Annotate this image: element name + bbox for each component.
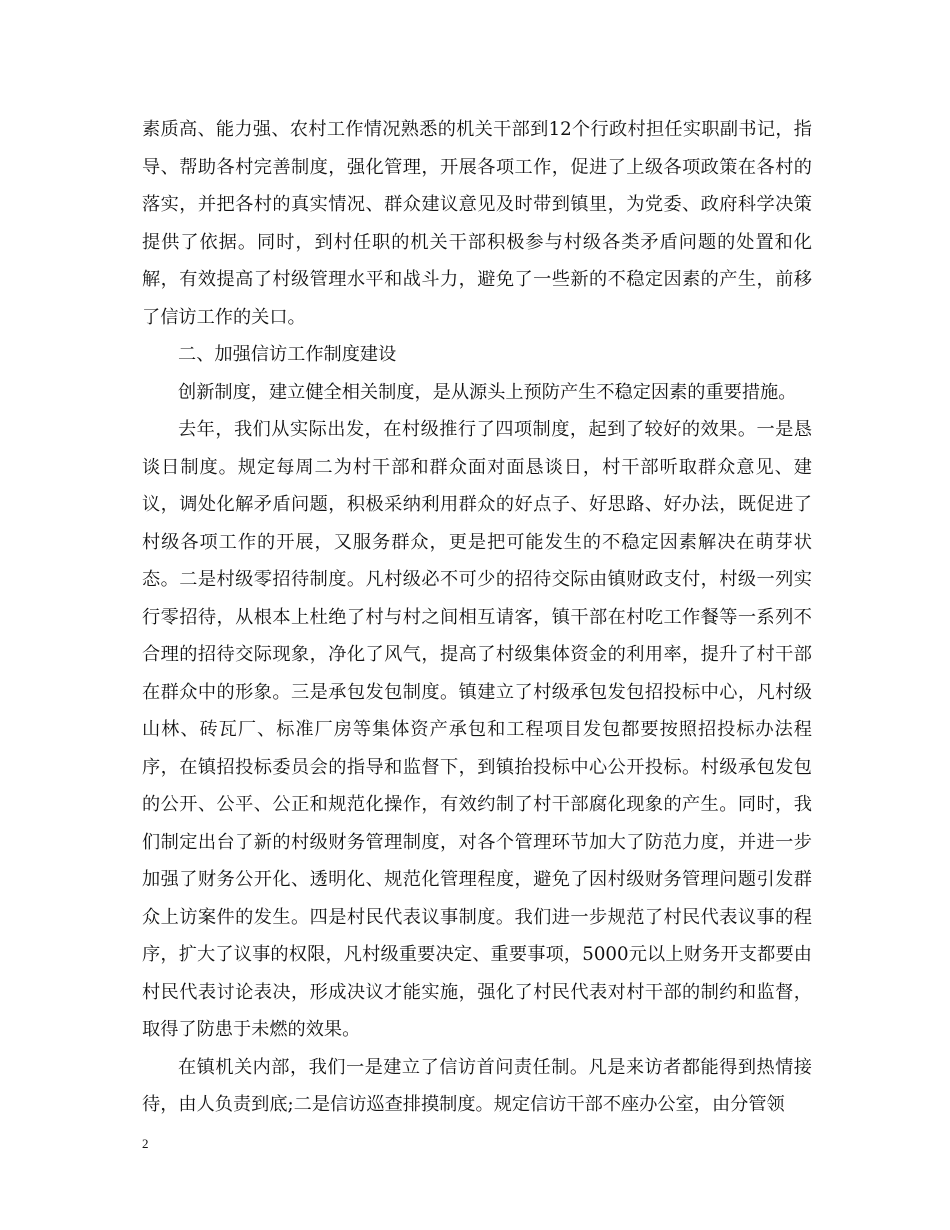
paragraph: 在镇机关内部，我们一是建立了信访首问责任制。凡是来访者都能得到热情接待，由人负责到底;二是信访巡查排摸制度。规定信访干部不座办公室，由分管领 bbox=[142, 1056, 812, 1115]
paragraph: 去年，我们从实际出发，在村级推行了四项制度，起到了较好的效果。一是恳谈日制度。规定每周二为村干部和群众面对面恳谈日，村干部听取群众意见、建议，调处化解矛盾问题，积极采纳利用群众的好点子、好思路、好办法，既促进了村级各项工作的开展，又服务群众，更是把可能发生的不稳定因素解决在萌芽状态。二是村级零招待制度。凡村级必不可少的招待交际由镇财政支付，村级一列实行零招待，从根本上杜绝了村与村之间相互请客，镇干部在村吃工作餐等一系列不合理的招待交际现象，净化了风气，提高了村级集体资金的利用率，提升了村干部在群众中的形象。三是承包发包制度。镇建立了村级承包发包招投标中心，凡村级山林、砖瓦厂、标准厂房等集体资产承包和工程项目发包都要按照招投标办法程序，在镇招投标委员会的指导和监督下，到镇抬投标中心公开投标。村级承包发包的公开、公平、公正和规范化操作，有效约制了村干部腐化现象的产生。同时，我们制定出台了新的村级财务管理制度，对各个管理环节加大了防范力度，并进一步加强了财务公开化、透明化、规范化管理程度，避免了因村级财务管理问题引发群众上访案件的发生。四是村民代表议事制度。我们进一步规范了村民代表议事的程序，扩大了议事的权限，凡村级重要决定、重要事项，5000元以上财务开支都要由村民代表讨论表决，形成决议才能实施，强化了村民代表对村干部的制约和监督，取得了防患于未燃的效果。 bbox=[142, 419, 812, 1040]
document-body bbox=[142, 111, 812, 1124]
section-heading: 二、加强信访工作制度建设 bbox=[178, 344, 397, 365]
page-number: 2 bbox=[142, 1136, 149, 1151]
paragraph-continuation: 素质高、能力强、农村工作情况熟悉的机关干部到12个行政村担任实职副书记，指导、帮助各村完善制度，强化管理，开展各项工作，促进了上级各项政策在各村的落实，并把各村的真实情况、群众建议意见及时带到镇里，为党委、政府科学决策提供了依据。同时，到村任职的机关干部积极参与村级各类矛盾问题的处置和化解，有效提高了村级管理水平和战斗力，避免了一些新的不稳定因素的产生，前移了信访工作的关口。 bbox=[142, 119, 812, 328]
paragraph: 创新制度，建立健全相关制度，是从源头上预防产生不稳定因素的重要措施。 bbox=[178, 381, 797, 403]
